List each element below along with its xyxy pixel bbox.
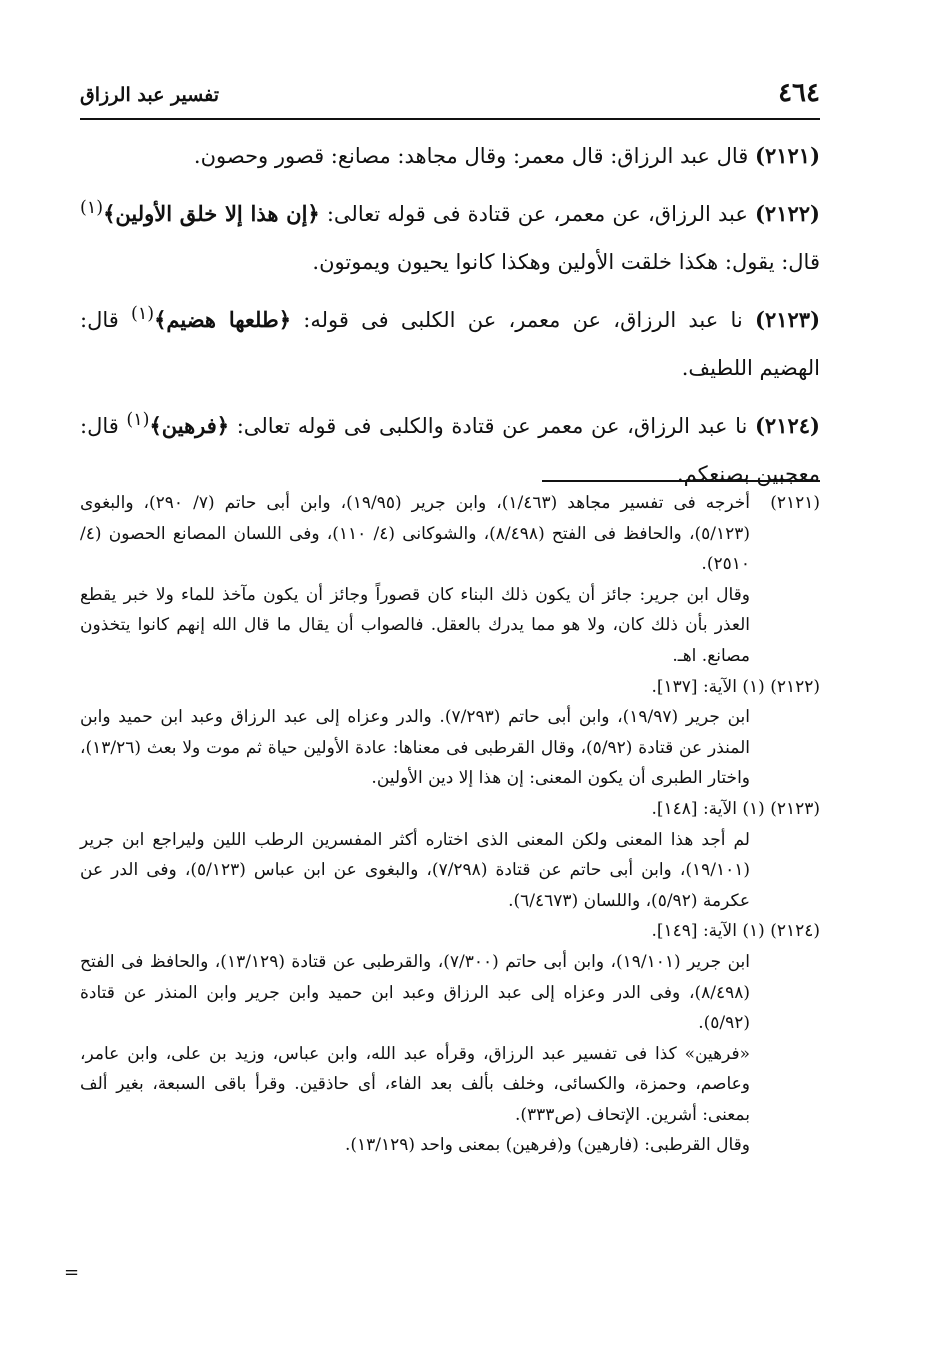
verse-reference: (١) الآية: [١٤٩]. (651, 921, 765, 942)
entry-2122 (80, 184, 820, 286)
entry-2123 (80, 290, 820, 392)
entry-text: نا عبد الرزاق، عن معمر عن قتادة والكلبى فى قوله تعالى: (236, 414, 748, 438)
quran-verse: ﴿فرهين﴾ (149, 413, 230, 438)
entry-number: (٢١٢٣) (755, 307, 820, 332)
entry-number: (٢١٢٤) (754, 413, 820, 438)
footnote-divider (542, 480, 820, 482)
entry-2121 (80, 132, 820, 180)
entry-number: (٢١٢٢) (754, 201, 820, 226)
footnote-text: ابن جرير (١٩/١٠١)، وابن أبى حاتم (٧/٣٠٠)، والقرطبى عن قتادة (١٣/١٢٩)، والحافظ فى الفتح (٨/٤٩٨)، وفى الدر وعزاه إلى عبد الرزاق وعبد ابن حميد وابن جرير وابن المنذر عن قتادة (٥/٩٢). (80, 951, 750, 1034)
footnote-label: (٢١٢٤) (770, 921, 820, 942)
footnote-ref: (١) (80, 198, 104, 218)
continuation-mark: = (64, 1262, 80, 1283)
verse-reference: (١) الآية: [١٣٧]. (651, 676, 765, 697)
entry-text: قال: يقول: هكذا خلقت الأولين وهكذا كانوا يحيون ويموتون. (312, 250, 820, 274)
entry-number: (٢١٢١) (755, 143, 820, 168)
footnote-label: (٢١٢١) (770, 493, 820, 513)
footnote-ref: (١) (131, 304, 155, 324)
entry-text: قال عبد الرزاق: قال معمر: وقال مجاهد: مصانع: قصور وحصون. (193, 144, 749, 168)
footnote-text: لم أجد هذا المعنى ولكن المعنى الذى اختاره أكثر المفسرين الرطب اللين وليراجع ابن جرير (١٩/١٠١)، وابن أبى حاتم عن قتادة (٧/٢٩٨)، والبغوى عن ابن عباس (٥/١٢٣)، وفى الدر عن عكرمة (٥/٩٢)، واللسان (٦/٤٦٧٣). (80, 829, 750, 911)
footnote-label: (٢١٢٢) (770, 676, 820, 697)
page-header (80, 68, 820, 120)
footnote-marker (80, 794, 820, 825)
main-text (80, 132, 820, 502)
quran-verse: ﴿طلعها هضيم﴾ (154, 307, 292, 332)
entry-text: قال: معجبين بصنعكم. (80, 414, 820, 486)
footnote-marker (80, 916, 820, 947)
page-number: ٤٦٤ (778, 78, 820, 108)
footnote-label: (٢١٢٣) (770, 798, 820, 819)
footnote-text: وقال القرطبى: (فارهين) و(فرهين) بمعنى واحد (١٣/١٢٩). (344, 1135, 750, 1156)
footnote-text: أخرجه فى تفسير مجاهد (١/٤٦٣)، وابن جرير (١٩/٩٥)، وابن أبى حاتم (٧/ ٢٩٠)، والبغوى (٥/١٢٣)، والحافظ فى الفتح (٨/٤٩٨)، والشوكانى (٤/ ١١٠)، وفى اللسان المصانع الحصون (٤/ ٢٥١٠). (80, 493, 750, 575)
entry-text: نا عبد الرزاق، عن معمر، عن الكلبى فى قوله: (303, 308, 743, 332)
entry-text: عبد الرزاق، عن معمر، عن قتادة فى قوله تعالى: (326, 202, 748, 226)
book-title: تفسير عبد الرزاق (80, 84, 220, 106)
entry-text: قال: الهضيم اللطيف. (80, 308, 820, 380)
entry-2124 (80, 396, 820, 498)
footnote-ref: (١) (126, 410, 150, 430)
footnote-text: «فرهين» كذا فى تفسير عبد الرزاق، وقرأه عبد الله، وابن عباس، وزيد بن على، وابن عامر، وعاصم، وحمزة، والكسائى، وخلف بألف بعد الفاء، أى حاذقين. وقرأ باقى السبعة، بغير ألف بمعنى: أشرين. الإتحاف (ص٣٣٣). (80, 1043, 750, 1125)
footnote-text: وقال ابن جرير: جائز أن يكون ذلك البناء كان قصوراً وجائز أن يكون مآخذ للماء ولا خبر يقطع العذر بأن ذلك كان، ولا هو مما يدرك بالعقل. فالصواب أن يقال ما قال الله إنهم كانوا يتخذون مصانع. اهـ. (80, 584, 750, 666)
footnotes (80, 488, 820, 1161)
footnote-text: ابن جرير (١٩/٩٧)، وابن أبى حاتم (٧/٢٩٣). والدر وعزاه إلى عبد الرزاق وعبد ابن حميد وابن المنذر عن قتادة (٥/٩٢)، وقال القرطبى فى معناها: عادة الأولين حياة ثم موت ولا بعث (١٣/٢٦)، واختار الطبرى أن يكون المعنى: إن هذا إلا دين الأولين. (80, 707, 750, 789)
footnote-marker (80, 672, 820, 703)
quran-verse: ﴿إن هذا إلا خلق الأولين﴾ (103, 201, 320, 226)
verse-reference: (١) الآية: [١٤٨]. (651, 798, 765, 819)
